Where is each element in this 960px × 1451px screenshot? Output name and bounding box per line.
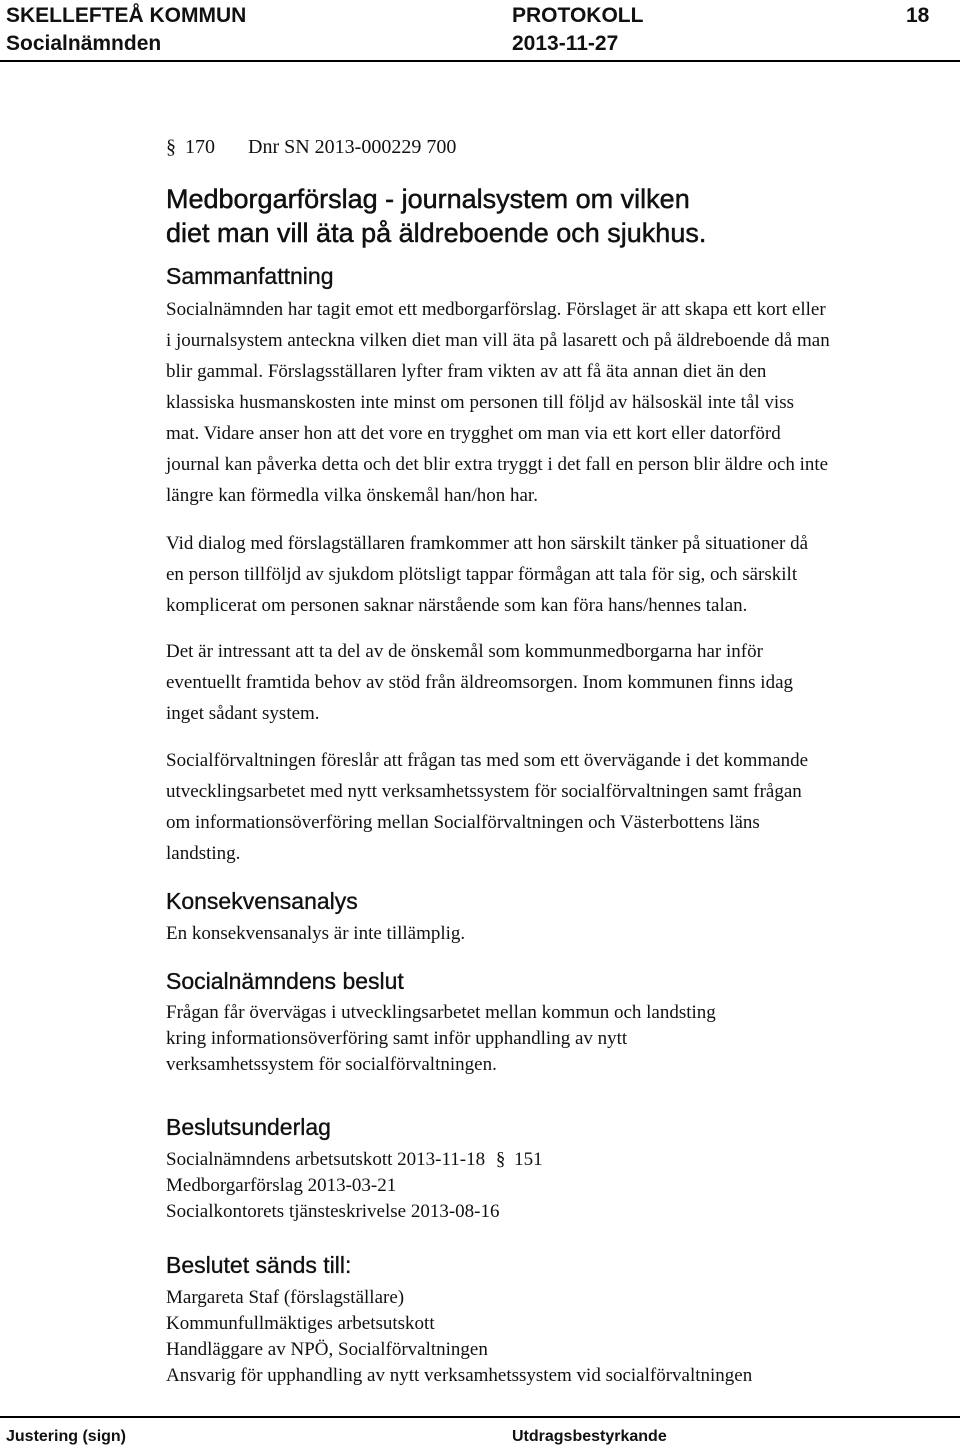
basis-item-paragraph: 151 (514, 1149, 543, 1170)
meeting-date: 2013-11-27 (512, 32, 619, 55)
document-type: PROTOKOLL (512, 4, 644, 27)
signature-field-label: Justering (sign) (6, 1428, 127, 1445)
recipient-item: Handläggare av NPÖ, Socialförvaltningen (166, 1339, 488, 1360)
certification-field-label: Utdragsbestyrkande (512, 1428, 667, 1445)
paragraph-sign: § (166, 136, 176, 158)
case-reference (166, 133, 456, 161)
basis-item: Medborgarförslag 2013-03-21 (166, 1175, 397, 1196)
basis-heading: Beslutsunderlag (166, 1114, 331, 1140)
summary-paragraph-2: Vid dialog med förslagställaren framkommer att hon särskilt tänker på situationer då en person tillföljd av sjukdom plötsligt tappar förmågan att tala för sig, och särskilt komplicerat om personen saknar närstående som kan föra hans/hennes talan. (166, 533, 809, 616)
municipality-name: SKELLEFTEÅ KOMMUN (6, 4, 247, 27)
paragraph-number: 170 (185, 136, 215, 158)
paragraph-sign: § (495, 1149, 506, 1170)
summary-paragraph-4: Socialförvaltningen föreslår att frågan tas med som ett övervägande i det kommande utvecklingsarbetet med nytt verksamhetssystem för socialförvaltningen samt frågan om informationsöverföring mellan Socialförvaltningen och Västerbottens läns landsting. (166, 750, 809, 864)
summary-paragraph-3: Det är intressant att ta del av de önskemål som kommunmedborgarna har inför eventuellt framtida behov av stöd från äldreomsorgen. Inom kommunen finns idag inget sådant system. (166, 641, 794, 724)
impact-heading: Konsekvensanalys (166, 888, 358, 914)
basis-item-text: Socialnämndens arbetsutskott 2013-11-18 (166, 1149, 486, 1170)
recipient-item: Ansvarig för upphandling av nytt verksamhetssystem vid socialförvaltningen (166, 1365, 753, 1386)
page-number: 18 (906, 4, 930, 27)
recipient-item: Margareta Staf (förslagställare) (166, 1287, 405, 1308)
diary-number: Dnr SN 2013-000229 700 (248, 136, 457, 158)
basis-item: Socialkontorets tjänsteskrivelse 2013-08-16 (166, 1201, 500, 1222)
basis-item (166, 1147, 543, 1173)
footer-divider (0, 1416, 960, 1418)
impact-text: En konsekvensanalys är inte tillämplig. (166, 923, 466, 944)
page-title: Medborgarförslag - journalsystem om vilken diet man vill äta på äldreboende och sjukhus. (166, 184, 707, 248)
header-divider (0, 60, 960, 62)
committee-name: Socialnämnden (6, 32, 162, 55)
decision-heading: Socialnämndens beslut (166, 968, 404, 994)
recipient-item: Kommunfullmäktiges arbetsutskott (166, 1313, 435, 1334)
recipients-heading: Beslutet sänds till: (166, 1252, 352, 1278)
decision-text: Frågan får övervägas i utvecklingsarbetet mellan kommun och landsting kring informationsöverföring samt inför upphandling av nytt verksamhetssystem för socialförvaltningen. (166, 1002, 716, 1075)
summary-heading: Sammanfattning (166, 263, 334, 289)
summary-paragraph-1: Socialnämnden har tagit emot ett medborgarförslag. Förslaget är att skapa ett kort eller i journalsystem anteckna vilken diet man vill äta på lasarett och på äldreboende då man blir gammal. Förslagsställaren lyfter fram vikten av att få äta annan diet än den klassiska husmanskosten inte minst om personen till följd av hälsoskäl inte tål viss mat. Vidare anser hon att det vore en trygghet om man via ett kort eller datorförd journal kan påverka detta och det blir extra tryggt i det fall en person blir äldre och inte längre kan förmedla vilka önskemål han/hon har. (166, 299, 830, 506)
